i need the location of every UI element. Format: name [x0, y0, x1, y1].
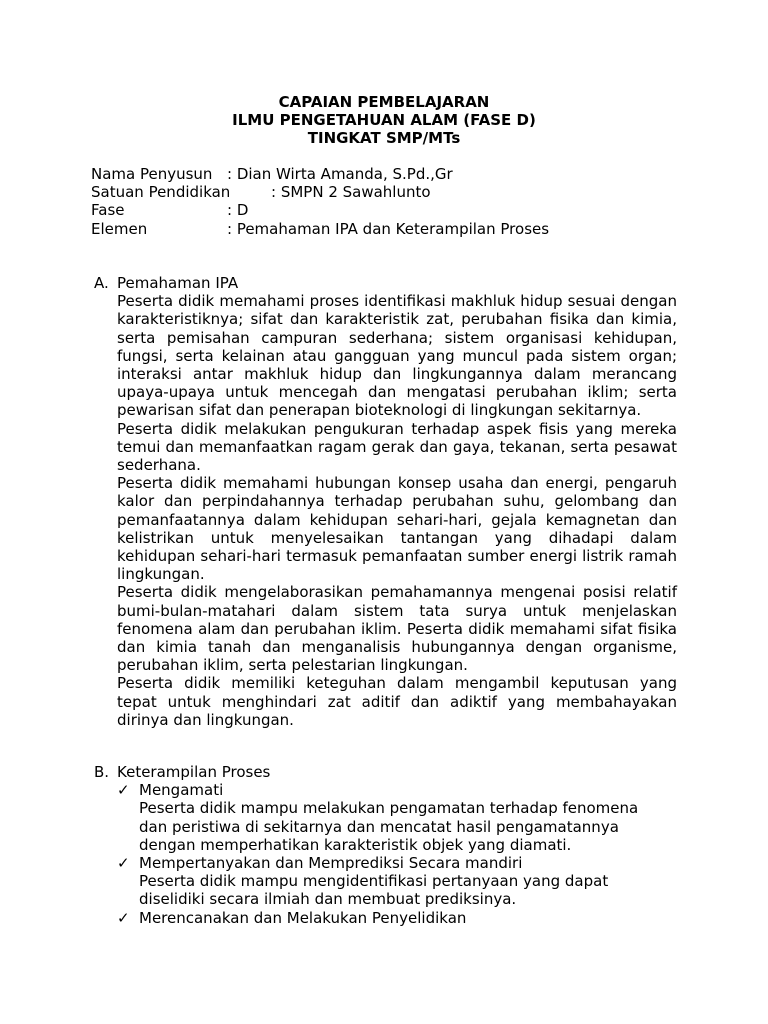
section-pemahaman-ipa — [94, 274, 677, 729]
checklist-item-title: Mengamati — [139, 781, 224, 800]
title-line-3: TINGKAT SMP/MTs — [307, 129, 461, 148]
checklist-item — [117, 854, 677, 909]
title-line-2: ILMU PENGETAHUAN ALAM (FASE D) — [232, 111, 536, 130]
title-line-1: CAPAIAN PEMBELAJARAN — [278, 93, 490, 111]
paragraph: Peserta didik mengelaborasikan pemahamannya mengenai posisi relatif bumi-bulan-matahari dalam sistem tata surya untuk menjelaskan fenomena alam dan perubahan iklim. Peserta didik memahami sifat fisika dan kimia tanah dan menganalisis hubungannya dengan organisme, perubahan iklim, serta pelestarian lingkungan. — [117, 583, 677, 675]
meta-row-fase — [91, 201, 691, 219]
checkmark-icon: ✓ — [117, 854, 130, 872]
checklist-item-desc: Peserta didik mampu melakukan pengamatan terhadap fenomena dan peristiwa di sekitarnya dan mencatat hasil pengamatannya dengan memperhatikan karakteristik objek yang diamati. — [139, 799, 639, 854]
checklist-item-desc: Peserta didik mampu mengidentifikasi pertanyaan yang dapat diselidiki secara ilmiah dan membuat prediksinya. — [139, 872, 609, 909]
section-heading — [94, 763, 677, 781]
meta-value: : Pemahaman IPA dan Keterampilan Proses — [227, 219, 550, 238]
meta-key: Nama Penyusun — [91, 165, 213, 183]
paragraph: Peserta didik melakukan pengukuran terhadap aspek fisis yang mereka temui dan memanfaatkan ragam gerak dan gaya, tekanan, serta pesawat sederhana. — [117, 419, 677, 475]
checklist-item-title: Merencanakan dan Melakukan Penyelidikan — [139, 908, 467, 927]
section-heading — [94, 274, 677, 292]
section-title: Keterampilan Proses — [117, 763, 271, 781]
identity-table — [91, 165, 691, 238]
meta-value: : SMPN 2 Sawahlunto — [271, 183, 431, 202]
meta-key: Fase — [91, 201, 125, 220]
checklist-item-title: Mempertanyakan dan Memprediksi Secara mandiri — [139, 854, 523, 872]
meta-key: Elemen — [91, 219, 148, 238]
checkmark-icon: ✓ — [117, 908, 130, 927]
checklist-item — [117, 909, 677, 927]
checklist-item — [117, 781, 677, 854]
meta-value: : D — [227, 201, 249, 220]
meta-row-penyusun — [91, 165, 691, 183]
document-title — [0, 93, 768, 148]
meta-row-satuan — [91, 183, 691, 201]
meta-key: Satuan Pendidikan — [91, 183, 231, 202]
paragraph: Peserta didik memahami proses identifikasi makhluk hidup sesuai dengan karakteristiknya; sifat dan karakteristik zat, perubahan fisika dan kimia, serta pemisahan campuran sederhana; sistem organisasi kehidupan, fungsi, serta kelainan atau gangguan yang muncul pada sistem organ; interaksi antar makhluk hidup dan lingkungannya dalam merancang upaya-upaya untuk mencegah dan mengatasi perubahan iklim; serta pewarisan sifat dan penerapan bioteknologi di lingkungan sekitarnya. — [117, 292, 677, 420]
paragraph: Peserta didik memiliki keteguhan dalam mengambil keputusan yang tepat untuk menghindari zat aditif dan adiktif yang membahayakan dirinya dan lingkungan. — [117, 674, 677, 729]
section-letter: A. — [94, 274, 109, 292]
section-keterampilan-proses — [94, 763, 677, 927]
section-title: Pemahaman IPA — [117, 274, 239, 292]
section-body — [117, 292, 677, 729]
meta-row-elemen — [91, 220, 691, 238]
section-letter: B. — [94, 763, 110, 781]
meta-value: : Dian Wirta Amanda, S.Pd.,Gr — [227, 165, 453, 183]
paragraph: Peserta didik memahami hubungan konsep usaha dan energi, pengaruh kalor dan perpindahannya terhadap perubahan suhu, gelombang dan pemanfaatannya dalam kehidupan sehari-hari, gejala kemagnetan dan kelistrikan untuk menyelesaikan tantangan yang dihadapi dalam kehidupan sehari-hari termasuk pemanfaatan sumber energi listrik ramah lingkungan. — [117, 474, 677, 584]
checkmark-icon: ✓ — [117, 781, 130, 800]
